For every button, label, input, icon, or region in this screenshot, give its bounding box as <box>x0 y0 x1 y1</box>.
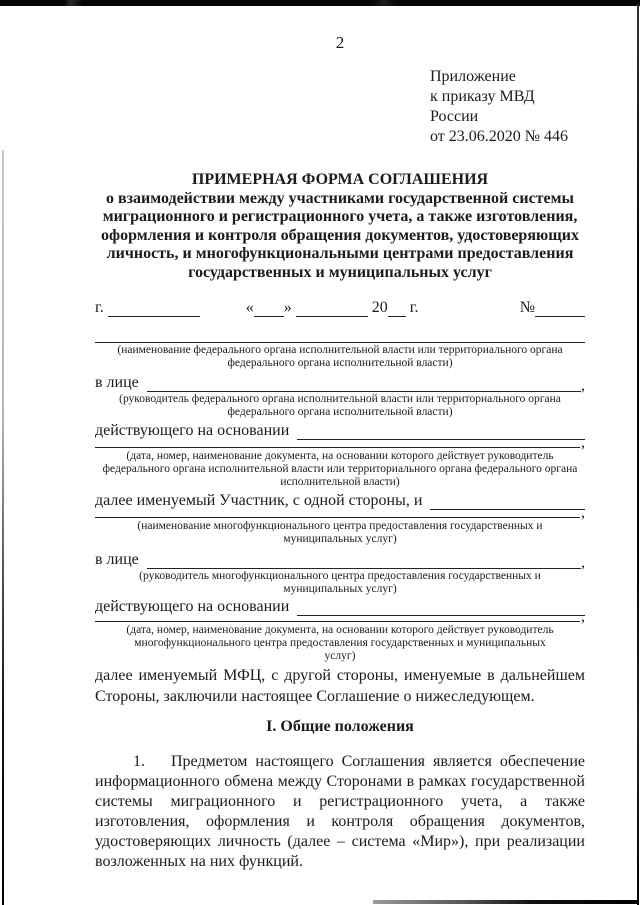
place-date-number-row <box>95 299 585 317</box>
title-line: государственных и муниципальных услуг <box>188 263 492 281</box>
caption-mfc-doc: (дата, номер, наименование документа, на основании которого действует руководитель многофункционального центра предоставления государственных и муниципальных услуг) <box>126 624 554 662</box>
participant-clause-text: далее именуемый Участник, с одной стороны, и <box>95 492 423 509</box>
caption-mfc-head: (руководитель многофункционального центра предоставления государственных и муниципальных услуг) <box>139 570 541 595</box>
in-person-label: в лице <box>95 551 139 568</box>
in-person-blank-field <box>147 375 581 392</box>
mfc-doc-blank-line <box>95 608 585 625</box>
close-quote: » <box>283 299 292 316</box>
year-prefix: 20 <box>371 299 388 316</box>
paragraph-text: Предметом настоящего Соглашения является обеспечение информационного обмена между Сторонами в рамках государственной системы миграционного и регистрационного учета, а также изготовления, оформления и контроля обращения документов, удостоверяющих личность (далее – система «Мир»), при реализации возложенных на них функций. <box>95 753 585 870</box>
acting-basis-row <box>95 420 585 440</box>
mfc-name-blank-line <box>95 504 585 521</box>
in-person-label: в лице <box>95 374 139 391</box>
paragraph-number: 1. <box>133 753 145 770</box>
participant-clause-row <box>95 490 585 510</box>
title-line: о взаимодействии между участниками государственной системы <box>105 189 575 207</box>
appendix-line: Приложение <box>430 68 516 85</box>
acting-basis-label: действующего на основании <box>95 598 290 615</box>
trailing-comma: , <box>581 434 585 451</box>
title-line: личность, и многофункциональными центрами предоставления <box>106 245 574 262</box>
caption-mfc-name: (наименование многофункционального центра предоставления государственных и муниципальных услуг) <box>137 520 543 545</box>
document-title <box>95 171 585 282</box>
date-group <box>246 299 419 317</box>
city-label: г. <box>95 299 104 316</box>
month-blank-field <box>296 301 368 317</box>
trailing-comma: , <box>581 504 585 521</box>
title-line: оформления и контроля обращения документов, удостоверяющих <box>101 226 579 244</box>
day-blank-field <box>254 301 284 317</box>
city-blank-field <box>108 301 200 317</box>
paragraph-1 <box>95 752 585 872</box>
caption-federal-head: (руководитель федерального органа исполнительной власти или территориального органа федерального органа исполнительной власти) <box>119 393 561 418</box>
page-number: 2 <box>335 33 345 52</box>
year-suffix: г. <box>409 299 419 316</box>
scan-artifact-right-edge <box>637 4 639 905</box>
federal-org-blank-line <box>95 317 585 343</box>
title-line: миграционного и регистрационного учета, а также изготовления, <box>102 208 578 225</box>
scan-artifact-left-edge <box>2 150 4 905</box>
trailing-comma: , <box>581 608 585 625</box>
closing-clause: далее именуемый МФЦ, с другой стороны, именуемые в дальнейшем Стороны, заключили настоящее Соглашение о нижеследующем. <box>95 667 585 705</box>
year-blank-field <box>388 301 406 317</box>
in-person-row-mfc <box>95 548 585 569</box>
acting-basis-blank-field <box>297 423 585 440</box>
open-quote: « <box>245 299 254 316</box>
acting-basis-label: действующего на основании <box>95 422 290 439</box>
caption-federal-doc: (дата, номер, наименование документа, на основании которого действует руководитель федерального органа исполнительной власти или территориального органа федерального органа исполнительной власти) <box>102 450 578 488</box>
section-heading: I. Общие положения <box>266 718 414 735</box>
acting-basis-row-mfc <box>95 596 585 616</box>
appendix-line: к приказу МВД России <box>430 88 535 125</box>
trailing-comma: , <box>581 377 585 394</box>
blank-line <box>95 509 580 518</box>
number-blank-field <box>535 301 585 317</box>
in-person-row <box>95 371 585 392</box>
blank-line <box>95 615 580 622</box>
number-sign: № <box>519 299 535 316</box>
mfc-name-blank-field <box>430 493 585 510</box>
caption-federal-org: (наименование федерального органа исполнительной власти или территориального органа федерального органа исполнительной власти) <box>117 344 563 369</box>
in-person-blank-field <box>147 552 581 569</box>
trailing-comma: , <box>581 554 585 571</box>
appendix-note <box>430 67 585 147</box>
document-content <box>95 0 585 872</box>
appendix-line: от 23.06.2020 № 446 <box>430 128 569 145</box>
acting-basis-blank-field <box>297 599 585 616</box>
federal-doc-blank-line <box>95 434 585 451</box>
title-line: ПРИМЕРНАЯ ФОРМА СОГЛАШЕНИЯ <box>191 171 489 188</box>
scan-artifact-bottom-edge <box>373 900 638 904</box>
blank-line <box>95 439 580 448</box>
